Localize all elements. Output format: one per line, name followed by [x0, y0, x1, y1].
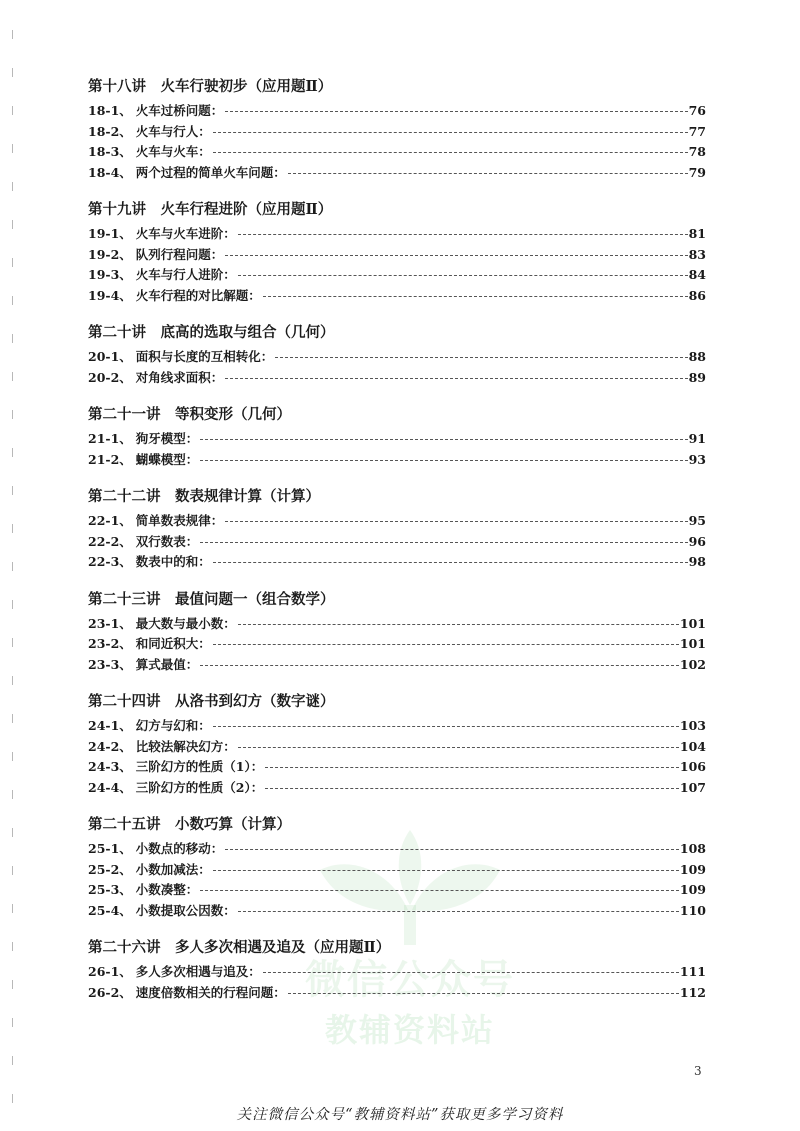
- entry-label: 最大数与最小数：: [135, 615, 236, 631]
- dash-leader: [225, 521, 687, 522]
- entry-label: 三阶幻方的性质（1）：: [135, 759, 264, 774]
- dash-leader: [263, 296, 688, 297]
- toc-entry[interactable]: [88, 163, 706, 184]
- chapter-title: 第二十四讲 从洛书到幻方（数字谜）: [88, 693, 335, 710]
- binding-tick: [12, 106, 13, 115]
- dash-leader: [213, 562, 688, 563]
- dash-leader: [265, 788, 679, 789]
- dash-leader: [200, 665, 679, 666]
- entry-page-number: 96: [688, 533, 706, 549]
- binding-tick: [12, 790, 13, 799]
- dash-leader: [238, 275, 688, 276]
- entry-label: 小数点的移动：: [135, 841, 224, 856]
- entry-page-number: 93: [688, 451, 706, 467]
- entry-number: 22-2、: [88, 533, 132, 549]
- binding-margin: [8, 0, 20, 1131]
- dash-leader: [263, 972, 679, 973]
- entry-label: 三阶幻方的性质（2）：: [135, 779, 264, 795]
- chapter-section: [88, 691, 706, 798]
- chapter-section: [88, 76, 706, 183]
- entry-label: 简单数表规律：: [135, 513, 224, 528]
- chapter-title: 第二十讲 底高的选取与组合（几何）: [88, 324, 335, 341]
- entry-label: 多人多次相遇与追及：: [135, 964, 261, 979]
- entry-page-number: 83: [688, 246, 706, 262]
- dash-leader: [288, 993, 679, 994]
- entry-page-number: 103: [679, 718, 706, 733]
- entry-page-number: 110: [679, 902, 706, 918]
- dash-leader: [213, 152, 688, 153]
- dash-leader: [213, 726, 679, 727]
- dash-leader: [288, 173, 688, 174]
- toc-entry[interactable]: [88, 655, 706, 676]
- chapter-section: [88, 486, 706, 573]
- dash-leader: [213, 870, 679, 871]
- entry-label: 火车与行人：: [135, 123, 211, 139]
- entry-number: 22-3、: [88, 554, 132, 569]
- toc-entry[interactable]: [88, 347, 706, 368]
- entry-page-number: 84: [688, 267, 706, 282]
- toc-entry[interactable]: [88, 880, 706, 901]
- dash-leader: [200, 460, 687, 461]
- binding-tick: [12, 600, 13, 609]
- entry-label: 小数提取公因数：: [135, 902, 236, 918]
- entry-label: 算式最值：: [135, 656, 199, 672]
- entry-page-number: 79: [688, 164, 706, 180]
- chapter-title: 第十九讲 火车行程进阶（应用题Ⅱ）: [88, 201, 333, 218]
- entry-number: 19-2、: [88, 246, 132, 262]
- entry-number: 26-1、: [88, 964, 132, 979]
- toc-entry[interactable]: [88, 450, 706, 471]
- entry-page-number: 101: [679, 615, 706, 631]
- binding-tick: [12, 144, 13, 153]
- toc-entry[interactable]: [88, 716, 706, 737]
- binding-tick: [12, 980, 13, 989]
- toc-entry[interactable]: [88, 614, 706, 635]
- entry-label: 火车与火车进阶：: [135, 226, 236, 241]
- binding-tick: [12, 68, 13, 77]
- dash-leader: [265, 767, 679, 768]
- entry-label: 数表中的和：: [135, 554, 211, 569]
- entry-label: 面积与长度的互相转化：: [135, 349, 274, 364]
- binding-tick: [12, 904, 13, 913]
- entry-number: 25-3、: [88, 882, 132, 897]
- watermark-text-line1: 微信公众号: [305, 957, 515, 1003]
- toc-entry[interactable]: [88, 634, 706, 655]
- dash-leader: [238, 234, 688, 235]
- binding-tick: [12, 828, 13, 837]
- binding-tick: [12, 562, 13, 571]
- binding-tick: [12, 448, 13, 457]
- binding-tick: [12, 524, 13, 533]
- entry-page-number: 76: [688, 103, 706, 118]
- toc-entry[interactable]: [88, 778, 706, 799]
- chapter-section: [88, 814, 706, 921]
- chapter-section: [88, 937, 706, 1003]
- binding-tick: [12, 942, 13, 951]
- binding-tick: [12, 1018, 13, 1027]
- entry-number: 24-2、: [88, 738, 132, 754]
- chapter-title: 第二十三讲 最值问题一（组合数学）: [88, 590, 335, 608]
- dash-leader: [225, 255, 687, 256]
- dash-leader: [213, 644, 679, 645]
- entry-page-number: 107: [679, 779, 706, 795]
- entry-page-number: 109: [679, 882, 706, 897]
- entry-page-number: 89: [688, 369, 706, 385]
- entry-page-number: 111: [679, 964, 706, 979]
- dash-leader: [200, 439, 687, 440]
- entry-number: 19-4、: [88, 287, 132, 303]
- entry-label: 小数加减法：: [135, 861, 211, 877]
- chapter-title: 第二十一讲 等积变形（几何）: [88, 406, 291, 423]
- binding-tick: [12, 714, 13, 723]
- chapter-section: [88, 589, 706, 676]
- binding-tick: [12, 486, 13, 495]
- toc-entry[interactable]: [88, 265, 706, 286]
- entry-page-number: 95: [688, 513, 706, 528]
- entry-number: 18-4、: [88, 164, 132, 180]
- binding-tick: [12, 676, 13, 685]
- entry-number: 25-1、: [88, 841, 132, 856]
- binding-tick: [12, 752, 13, 761]
- dash-leader: [200, 542, 687, 543]
- toc-entry[interactable]: [88, 552, 706, 573]
- entry-number: 23-2、: [88, 636, 132, 651]
- binding-tick: [12, 220, 13, 229]
- entry-page-number: 77: [688, 123, 706, 139]
- entry-page-number: 88: [688, 349, 706, 364]
- dash-leader: [225, 849, 679, 850]
- binding-tick: [12, 1056, 13, 1065]
- entry-page-number: 104: [679, 738, 706, 754]
- chapter-title: 第二十二讲 数表规律计算（计算）: [88, 488, 320, 505]
- binding-tick: [12, 296, 13, 305]
- entry-page-number: 109: [679, 861, 706, 877]
- entry-label: 速度倍数相关的行程问题：: [135, 984, 286, 1000]
- entry-page-number: 102: [679, 656, 706, 672]
- toc-entry[interactable]: [88, 224, 706, 245]
- entry-number: 24-3、: [88, 759, 132, 774]
- toc-entry[interactable]: [88, 983, 706, 1004]
- toc-entry[interactable]: [88, 737, 706, 758]
- toc-entry[interactable]: [88, 839, 706, 860]
- entry-label: 蝴蝶模型：: [135, 451, 199, 467]
- entry-page-number: 98: [688, 554, 706, 569]
- entry-number: 23-1、: [88, 615, 132, 631]
- binding-tick: [12, 638, 13, 647]
- toc-entry[interactable]: [88, 962, 706, 983]
- toc-entry[interactable]: [88, 901, 706, 922]
- toc-entry[interactable]: [88, 286, 706, 307]
- entry-number: 18-3、: [88, 144, 132, 159]
- entry-number: 20-1、: [88, 349, 132, 364]
- dash-leader: [238, 624, 679, 625]
- entry-label: 幻方与幻和：: [135, 718, 211, 733]
- entry-label: 比较法解决幻方：: [135, 738, 236, 754]
- entry-number: 25-2、: [88, 861, 132, 877]
- dash-leader: [238, 911, 679, 912]
- binding-tick: [12, 182, 13, 191]
- dash-leader: [225, 378, 687, 379]
- binding-tick: [12, 1094, 13, 1103]
- entry-label: 队列行程问题：: [135, 246, 224, 262]
- toc-entry[interactable]: [88, 122, 706, 143]
- entry-number: 19-3、: [88, 267, 132, 282]
- toc-entry[interactable]: [88, 429, 706, 450]
- chapter-title: 第十八讲 火车行驶初步（应用题Ⅱ）: [88, 78, 333, 95]
- dash-leader: [213, 132, 688, 133]
- entry-label: 和同近积大：: [135, 636, 211, 651]
- entry-number: 22-1、: [88, 513, 132, 528]
- entry-number: 23-3、: [88, 656, 132, 672]
- entry-label: 火车与行人进阶：: [135, 267, 236, 282]
- entry-label: 火车过桥问题：: [135, 103, 224, 118]
- entry-number: 20-2、: [88, 369, 132, 385]
- binding-tick: [12, 334, 13, 343]
- entry-number: 25-4、: [88, 902, 132, 918]
- page-number: 3: [694, 1064, 702, 1078]
- dash-leader: [238, 747, 679, 748]
- entry-label: 火车行程的对比解题：: [135, 287, 261, 303]
- entry-page-number: 101: [679, 636, 706, 651]
- dash-leader: [275, 357, 687, 358]
- entry-number: 24-4、: [88, 779, 132, 795]
- toc-entry[interactable]: [88, 368, 706, 389]
- entry-page-number: 86: [688, 287, 706, 303]
- chapter-title: 第二十五讲 小数巧算（计算）: [88, 816, 291, 833]
- entry-number: 19-1、: [88, 226, 132, 241]
- binding-tick: [12, 30, 13, 39]
- binding-tick: [12, 372, 13, 381]
- entry-number: 18-1、: [88, 103, 132, 118]
- entry-number: 21-2、: [88, 451, 132, 467]
- toc-entry[interactable]: [88, 532, 706, 553]
- watermark-text-line2: 教辅资料站: [324, 1011, 495, 1049]
- binding-tick: [12, 410, 13, 419]
- entry-label: 小数凑整：: [135, 882, 199, 897]
- footer-note: 关注微信公众号“教辅资料站”获取更多学习资料: [236, 1107, 564, 1123]
- entry-label: 火车与火车：: [135, 144, 211, 159]
- chapter-section: [88, 322, 706, 388]
- entry-page-number: 112: [679, 984, 706, 1000]
- chapter-section: [88, 199, 706, 306]
- entry-page-number: 108: [679, 841, 706, 856]
- entry-number: 24-1、: [88, 718, 132, 733]
- dash-leader: [225, 111, 687, 112]
- entry-number: 18-2、: [88, 123, 132, 139]
- toc-entry[interactable]: [88, 511, 706, 532]
- binding-tick: [12, 866, 13, 875]
- dash-leader: [200, 890, 679, 891]
- toc-entry[interactable]: [88, 757, 706, 778]
- table-of-contents: [88, 76, 706, 1019]
- chapter-title: 第二十六讲 多人多次相遇及追及（应用题Ⅱ）: [88, 939, 391, 956]
- entry-label: 双行数表：: [135, 533, 199, 549]
- entry-label: 两个过程的简单火车问题：: [135, 164, 286, 180]
- binding-tick: [12, 258, 13, 267]
- entry-page-number: 78: [688, 144, 706, 159]
- entry-number: 21-1、: [88, 431, 132, 446]
- entry-page-number: 81: [688, 226, 706, 241]
- entry-label: 对角线求面积：: [135, 369, 224, 385]
- entry-page-number: 106: [679, 759, 706, 774]
- toc-entry[interactable]: [88, 142, 706, 163]
- toc-entry[interactable]: [88, 245, 706, 266]
- entry-number: 26-2、: [88, 984, 132, 1000]
- toc-entry[interactable]: [88, 860, 706, 881]
- entry-label: 狗牙模型：: [135, 431, 199, 446]
- toc-entry[interactable]: [88, 101, 706, 122]
- entry-page-number: 91: [688, 431, 706, 446]
- chapter-section: [88, 404, 706, 470]
